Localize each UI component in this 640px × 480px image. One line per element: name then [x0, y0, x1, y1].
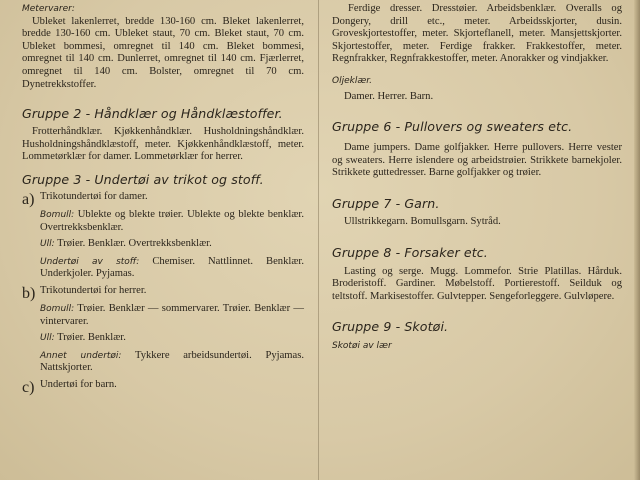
gruppe-3-heading: Gruppe 3 - Undertøi av trikot og stoff.: [22, 171, 264, 187]
oljeklaer-text: Damer. Herrer. Barn.: [344, 90, 434, 102]
left-column: [22, 0, 304, 397]
item-b-bomull-label: Bomull:: [40, 303, 75, 314]
gruppe-6-heading: Gruppe 6 - Pullovers og sweaters etc.: [332, 119, 573, 135]
item-a-ull-text: Trøier. Benklær. Overtrekksbenklær.: [57, 238, 212, 250]
item-a-bomull: [22, 209, 304, 234]
gruppe-9-heading: Gruppe 9 - Skotøi.: [332, 319, 449, 335]
right-column: [332, 0, 622, 353]
right-top-text: Ferdige dresser. Dresstøier. Arbeidsbenklær. Overalls og Dongery, drill etc., meter. Arbeidsskjorter, dusin. Groveskjortestoffer, meter. Skjorteflanell, meter. Mansjettskjorter. Skjortestoffer, meter. Ferdige frakker. Frakkestoffer, meter. Regnfrakker, Regnfrakkestoffer, meter. Anorakker og vindjakker.: [332, 3, 622, 65]
column-divider: [318, 0, 319, 480]
item-a-label: a): [22, 190, 35, 208]
oljeklaer-label: Oljeklær.: [332, 75, 373, 86]
item-b-annet-text: Tykkere arbeidsundertøi. Pyjamas. Nattskjorter.: [40, 349, 304, 374]
item-b-annet: [22, 350, 304, 375]
metervarer-text: Ubleket lakenlerret, bredde 130-160 cm. Bleket lakenlerret, bredde 130-160 cm. Ubleket staut, 70 cm. Bleket staut, 70 cm. Ubleket bommesi, omregnet til 140 cm. Bleket bommesi, omregnet til 140 cm. Dunlerret, omregnet til 140 cm. Fjærlerret, omregnet til 140 cm. Bolster, omregnet til 70 cm. Dynetrekkstoffer.: [22, 15, 304, 90]
gruppe-9-sub: Skotøi av lær: [332, 341, 392, 352]
item-b-text: Trikotundertøi for herrer.: [40, 284, 147, 296]
item-b-annet-label: Annet undertøi:: [40, 350, 122, 361]
item-b-bomull-text: Trøier. Benklær — sommervarer. Trøier. Benklær — vintervarer.: [40, 302, 304, 327]
item-a-ull-label: Ull:: [40, 239, 55, 250]
item-b-ull: [22, 332, 304, 345]
item-a-text: Trikotundertøi for damer.: [40, 190, 148, 202]
item-a: [22, 191, 304, 209]
item-a-stoff-label: Undertøi av stoff:: [40, 256, 140, 267]
gruppe-7-text: Ullstrikkegarn. Bomullsgarn. Sytråd.: [344, 215, 501, 227]
gruppe-8-heading: Gruppe 8 - Forsaker etc.: [332, 244, 488, 260]
gruppe-2-heading: Gruppe 2 - Håndklær og Håndklæstoffer.: [22, 106, 283, 122]
item-c: [22, 379, 304, 397]
gruppe-6-text: Dame jumpers. Dame golfjakker. Herre pullovers. Herre vester og sweaters. Herre islendere og arbeidstrøier. Strikkete barnekjoler. Strikkete guttedresser. Barne golfjakker og trøier.: [332, 142, 622, 179]
item-b-ull-label: Ull:: [40, 333, 55, 344]
item-c-text: Undertøi for barn.: [40, 378, 117, 390]
item-b-bomull: [22, 303, 304, 328]
item-a-bomull-text: Ublekte og blekte trøier. Ublekte og blekte benklær. Overtrekksbenklær.: [40, 208, 304, 233]
item-a-stoff-text: Chemiser. Nattlinnet. Benklær. Underkjoler. Pyjamas.: [40, 255, 305, 280]
item-a-ull: [22, 238, 304, 251]
item-b-ull-text: Trøier. Benklær.: [57, 332, 126, 344]
item-c-label: c): [22, 378, 35, 396]
item-a-bomull-label: Bomull:: [40, 209, 75, 220]
item-b: [22, 285, 304, 303]
gruppe-8-text: Lasting og serge. Mugg. Lommefor. Strie Platillas. Hårduk. Broderistoff. Gardiner. Møbelstoff. Portierestoff. Seilduk og teltstoff. Markisestoffer. Gulvtepper. Sengeforleggere. Gulvløpere.: [332, 265, 622, 302]
item-a-stoff: [22, 256, 304, 281]
metervarer-label: Metervarer:: [22, 4, 75, 14]
gruppe-7-heading: Gruppe 7 - Garn.: [332, 195, 440, 211]
item-b-label: b): [22, 284, 36, 302]
page-edge-shadow: [634, 0, 640, 480]
gruppe-2-text: Frotterhåndklær. Kjøkkenhåndklær. Husholdningshåndklær. Husholdningshåndklæstoff, meter. Kjøkkenhåndklæstoff, meter. Lommetørklær for damer. Lommetørklær for herrer.: [22, 126, 304, 163]
